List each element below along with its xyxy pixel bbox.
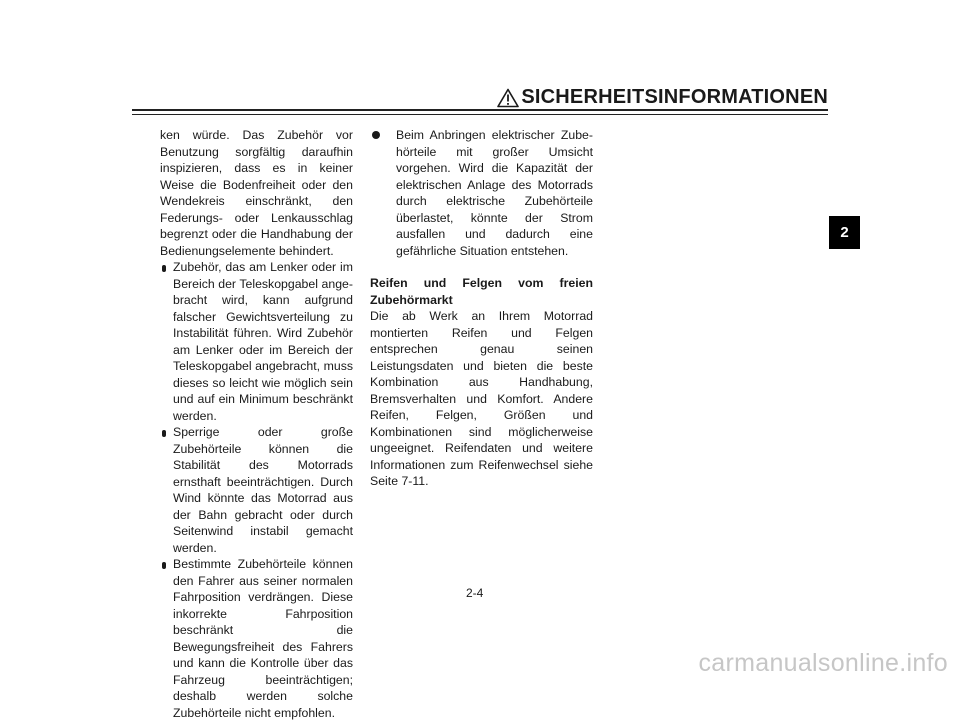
page-title: SICHERHEITSINFORMATIONEN	[521, 86, 828, 108]
page-header	[497, 86, 828, 109]
left-bullet-list	[160, 259, 353, 721]
list-item: Zubehör, das am Lenker oder im Bereich der Teleskopgabel angebracht wird, kann aufgrund falscher Gewichtsverteilung zu Instabilität führen. Wird Zubehör am Lenker oder im Bereich der Teleskopgabel angebracht, muss dieses so leicht wie möglich sein und auf ein Minimum beschränkt werden.	[160, 259, 353, 424]
list-item: Bestimmte Zubehörteile können den Fahrer aus seiner normalen Fahrposition verdrängen. Diese inkorrekte Fahrposition beschränkt die Bewegungsfreiheit des Fahrers und kann die Kontrolle über das Fahrzeug beeinträchtigen; deshalb werden solche Zubehörteile nicht empfohlen.	[160, 556, 353, 721]
bullet-icon	[162, 430, 166, 437]
bullet-icon	[372, 131, 380, 139]
list-item: Beim Anbringen elektrischer Zubehörteile mit großer Umsicht vorgehen. Wird die Kapazität der elektrischen Anlage des Motorrads durch elektrische Zubehörteile überlastet, könnte der Strom ausfallen und dadurch eine gefährliche Situation entstehen.	[370, 127, 593, 259]
watermark: carmanualsonline.info	[698, 649, 948, 677]
warning-triangle-icon	[497, 88, 519, 108]
page-number: 2-4	[466, 586, 484, 600]
header-rule-thin	[132, 114, 828, 115]
header-rule-thick	[132, 109, 828, 111]
right-column	[370, 127, 593, 490]
section-paragraph: Die ab Werk an Ihrem Motorrad montierten Reifen und Felgen entsprechen genau seinen Leistungsdaten und bieten die beste Kombination aus Handhabung, Bremsverhalten und Komfort. Andere Reifen, Felgen, Größen und Kombinationen sind möglicherweise ungeeignet. Reifendaten und weitere Informationen zum Reifenwechsel siehe Seite 7-11.	[370, 309, 593, 488]
right-bullet-list	[370, 127, 593, 259]
section-heading: Reifen und Felgen vom freien Zubehörmarkt	[370, 276, 593, 307]
list-item: Sperrige oder große Zubehörteile können die Stabilität des Motorrads ernsthaft beeinträchtigen. Durch Wind könnte das Motorrad aus der Bahn gebracht oder durch Seitenwind instabil gemacht werden.	[160, 424, 353, 556]
bullet-icon	[162, 265, 166, 272]
bullet-icon	[162, 562, 166, 569]
intro-paragraph: ken würde. Das Zubehör vor Benutzung sorgfältig daraufhin inspizieren, dass es in keiner Weise die Bodenfreiheit oder den Wendekreis einschränkt, den Federungs- oder Lenkausschlag begrenzt oder die Handhabung der Bedienungselemente behindert.	[160, 128, 353, 258]
chapter-tab: 2	[829, 216, 860, 249]
left-column	[160, 127, 353, 721]
